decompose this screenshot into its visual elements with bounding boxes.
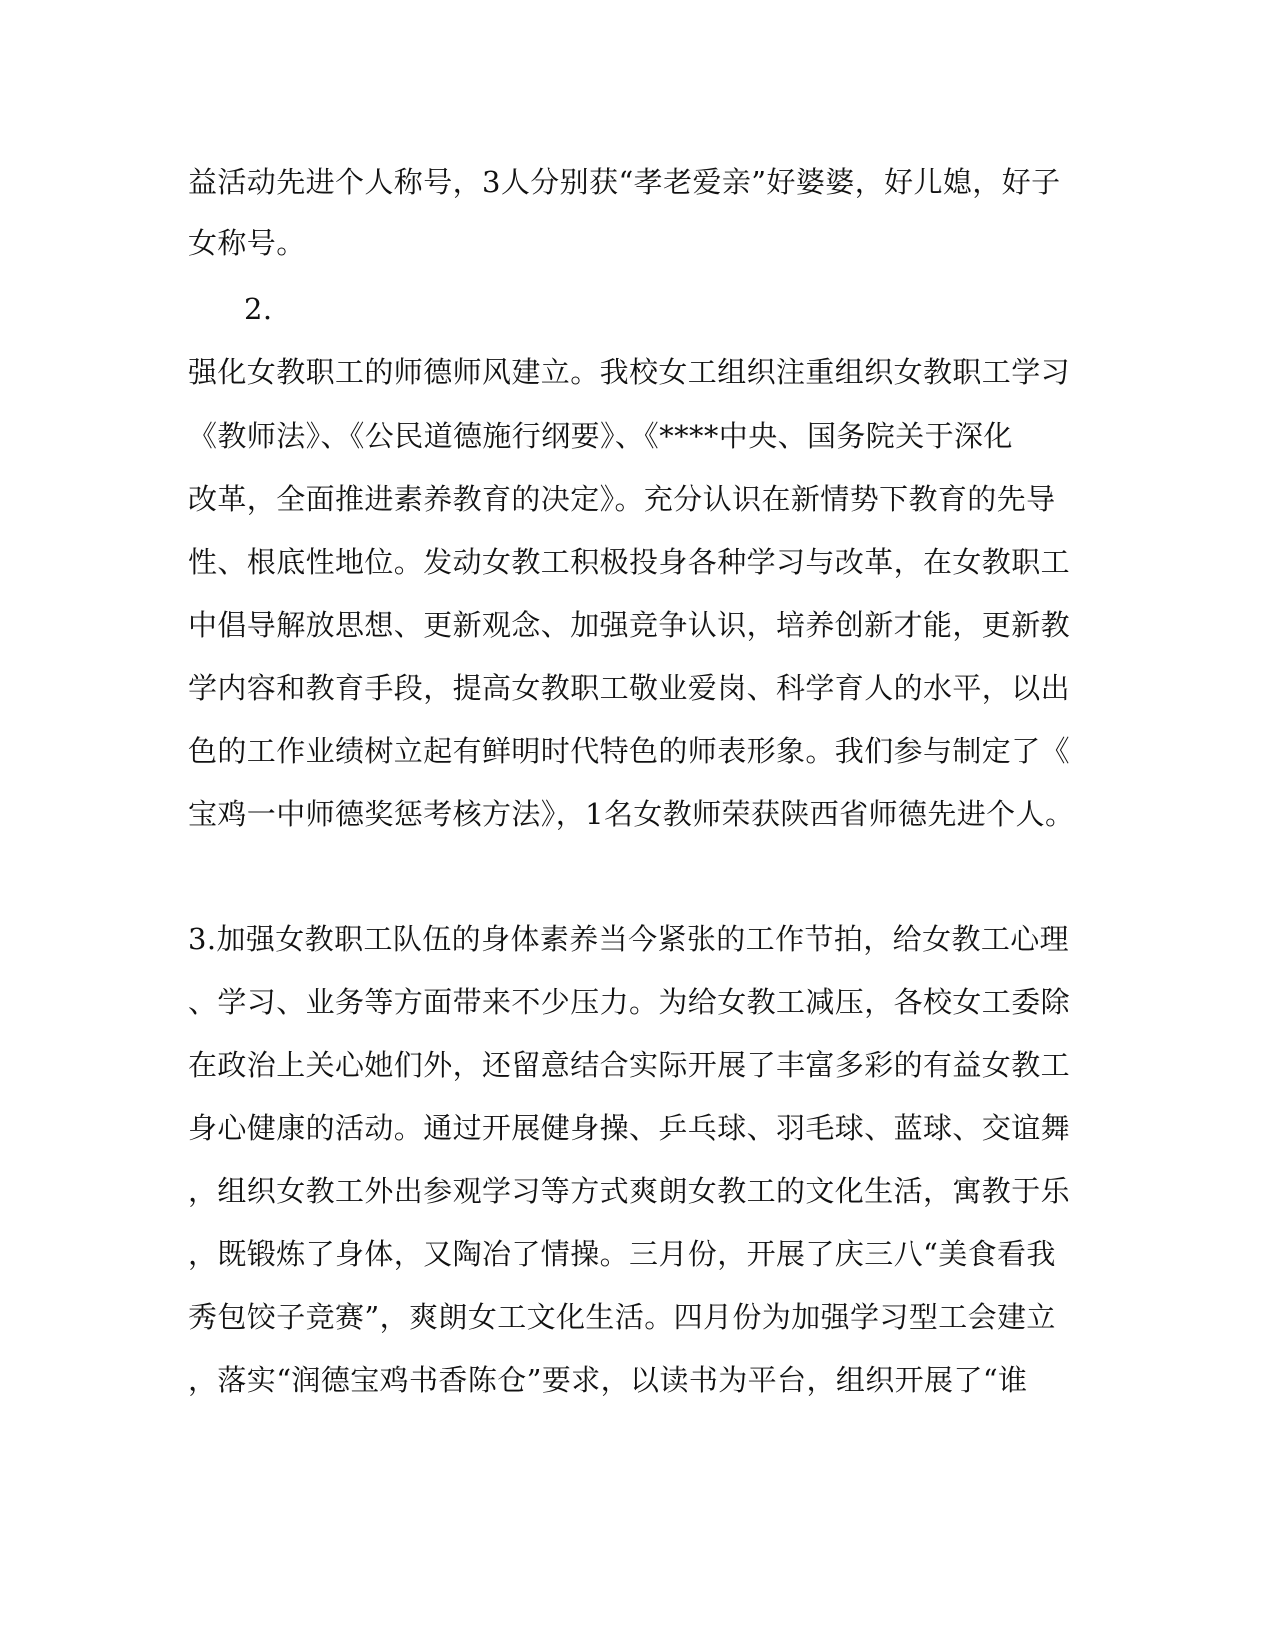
text-line: ，组织女教工外出参观学习等方式爽朗女教工的文化生活，寓教于乐 (188, 1174, 1071, 1208)
text-line: 强化女教职工的师德师风建立。我校女工组织注重组织女教职工学习 (188, 355, 1071, 389)
text-line: ，既锻炼了身体，又陶冶了情操。三月份，开展了庆三八“美食看我 (188, 1237, 1056, 1271)
text-line: 在政治上关心她们外，还留意结合实际开展了丰富多彩的有益女教工 (188, 1048, 1071, 1082)
text-line: 女称号。 (188, 226, 306, 260)
text-line: 、学习、业务等方面带来不少压力。为给女教工减压，各校女工委除 (188, 985, 1071, 1019)
text-line: 性、根底性地位。发动女教工积极投身各种学习与改革，在女教职工 (188, 545, 1071, 579)
text-line: 3.加强女教职工队伍的身体素养当今紧张的工作节拍，给女教工心理 (188, 922, 1070, 956)
text-line: 宝鸡一中师德奖惩考核方法》，1名女教师荣获陕西省师德先进个人。 (188, 797, 1075, 831)
text-line: 改革，全面推进素养教育的决定》。充分认识在新情势下教育的先导 (188, 482, 1056, 516)
list-number: 2. (244, 292, 273, 326)
text-line: 益活动先进个人称号，3人分别获“孝老爱亲”好婆婆，好儿媳，好子 (188, 165, 1061, 199)
text-line: 中倡导解放思想、更新观念、加强竞争认识，培养创新才能，更新教 (188, 608, 1071, 642)
text-line: 《教师法》、《公民道德施行纲要》、《****中央、国务院关于深化 (188, 419, 1013, 453)
text-line: 色的工作业绩树立起有鲜明时代特色的师表形象。我们参与制定了《 (188, 734, 1071, 768)
text-line: 身心健康的活动。通过开展健身操、乒乓球、羽毛球、蓝球、交谊舞 (188, 1111, 1071, 1145)
text-line: 学内容和教育手段，提高女教职工敬业爱岗、科学育人的水平，以出 (188, 671, 1071, 705)
text-line: 秀包饺子竞赛”，爽朗女工文化生活。四月份为加强学习型工会建立 (188, 1300, 1056, 1334)
text-line: ，落实“润德宝鸡书香陈仓”要求，以读书为平台，组织开展了“谁 (188, 1363, 1028, 1397)
